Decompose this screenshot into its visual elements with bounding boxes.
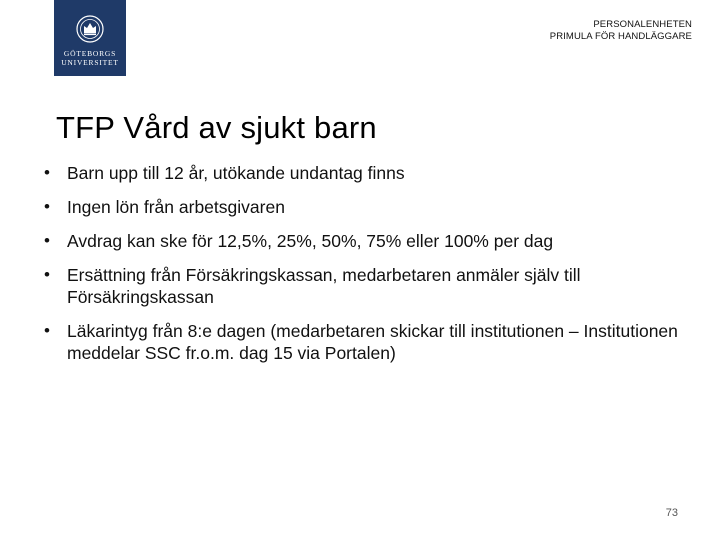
bullet-item	[44, 230, 684, 252]
bullet-item	[44, 264, 684, 308]
bullet-dot-icon: •	[44, 265, 50, 284]
bullet-item	[44, 196, 684, 218]
university-logo	[54, 0, 126, 76]
bullet-text: Ersättning från Försäkringskassan, medarbetaren anmäler själv till Försäkringskassan	[67, 265, 581, 307]
logo-text-line1: GÖTEBORGS	[63, 49, 117, 58]
bullet-dot-icon: •	[44, 321, 50, 340]
bullet-text: Läkarintyg från 8:e dagen (medarbetaren skickar till institutionen – Institutionen meddelar SSC fr.o.m. dag 15 via Portalen)	[67, 321, 678, 363]
bullet-dot-icon: •	[44, 231, 50, 250]
bullet-text: Ingen lön från arbetsgivaren	[67, 197, 285, 217]
bullet-item	[44, 162, 684, 184]
bullet-item	[44, 320, 684, 364]
bullet-dot-icon: •	[44, 197, 50, 216]
logo-text-line2: UNIVERSITET	[61, 58, 119, 67]
bullet-text: Avdrag kan ske för 12,5%, 25%, 50%, 75% eller 100% per dag	[67, 231, 554, 251]
bullet-dot-icon: •	[44, 163, 50, 182]
header-department: PERSONALENHETEN	[593, 19, 692, 30]
slide-title: TFP Vård av sjukt barn	[56, 110, 377, 145]
header-subtitle: PRIMULA FÖR HANDLÄGGARE	[549, 31, 692, 42]
bullet-list	[44, 162, 684, 364]
university-seal-icon	[73, 14, 107, 44]
slide-header	[550, 19, 692, 43]
bullet-text: Barn upp till 12 år, utökande undantag finns	[67, 163, 405, 183]
page-number: 73	[665, 507, 678, 519]
